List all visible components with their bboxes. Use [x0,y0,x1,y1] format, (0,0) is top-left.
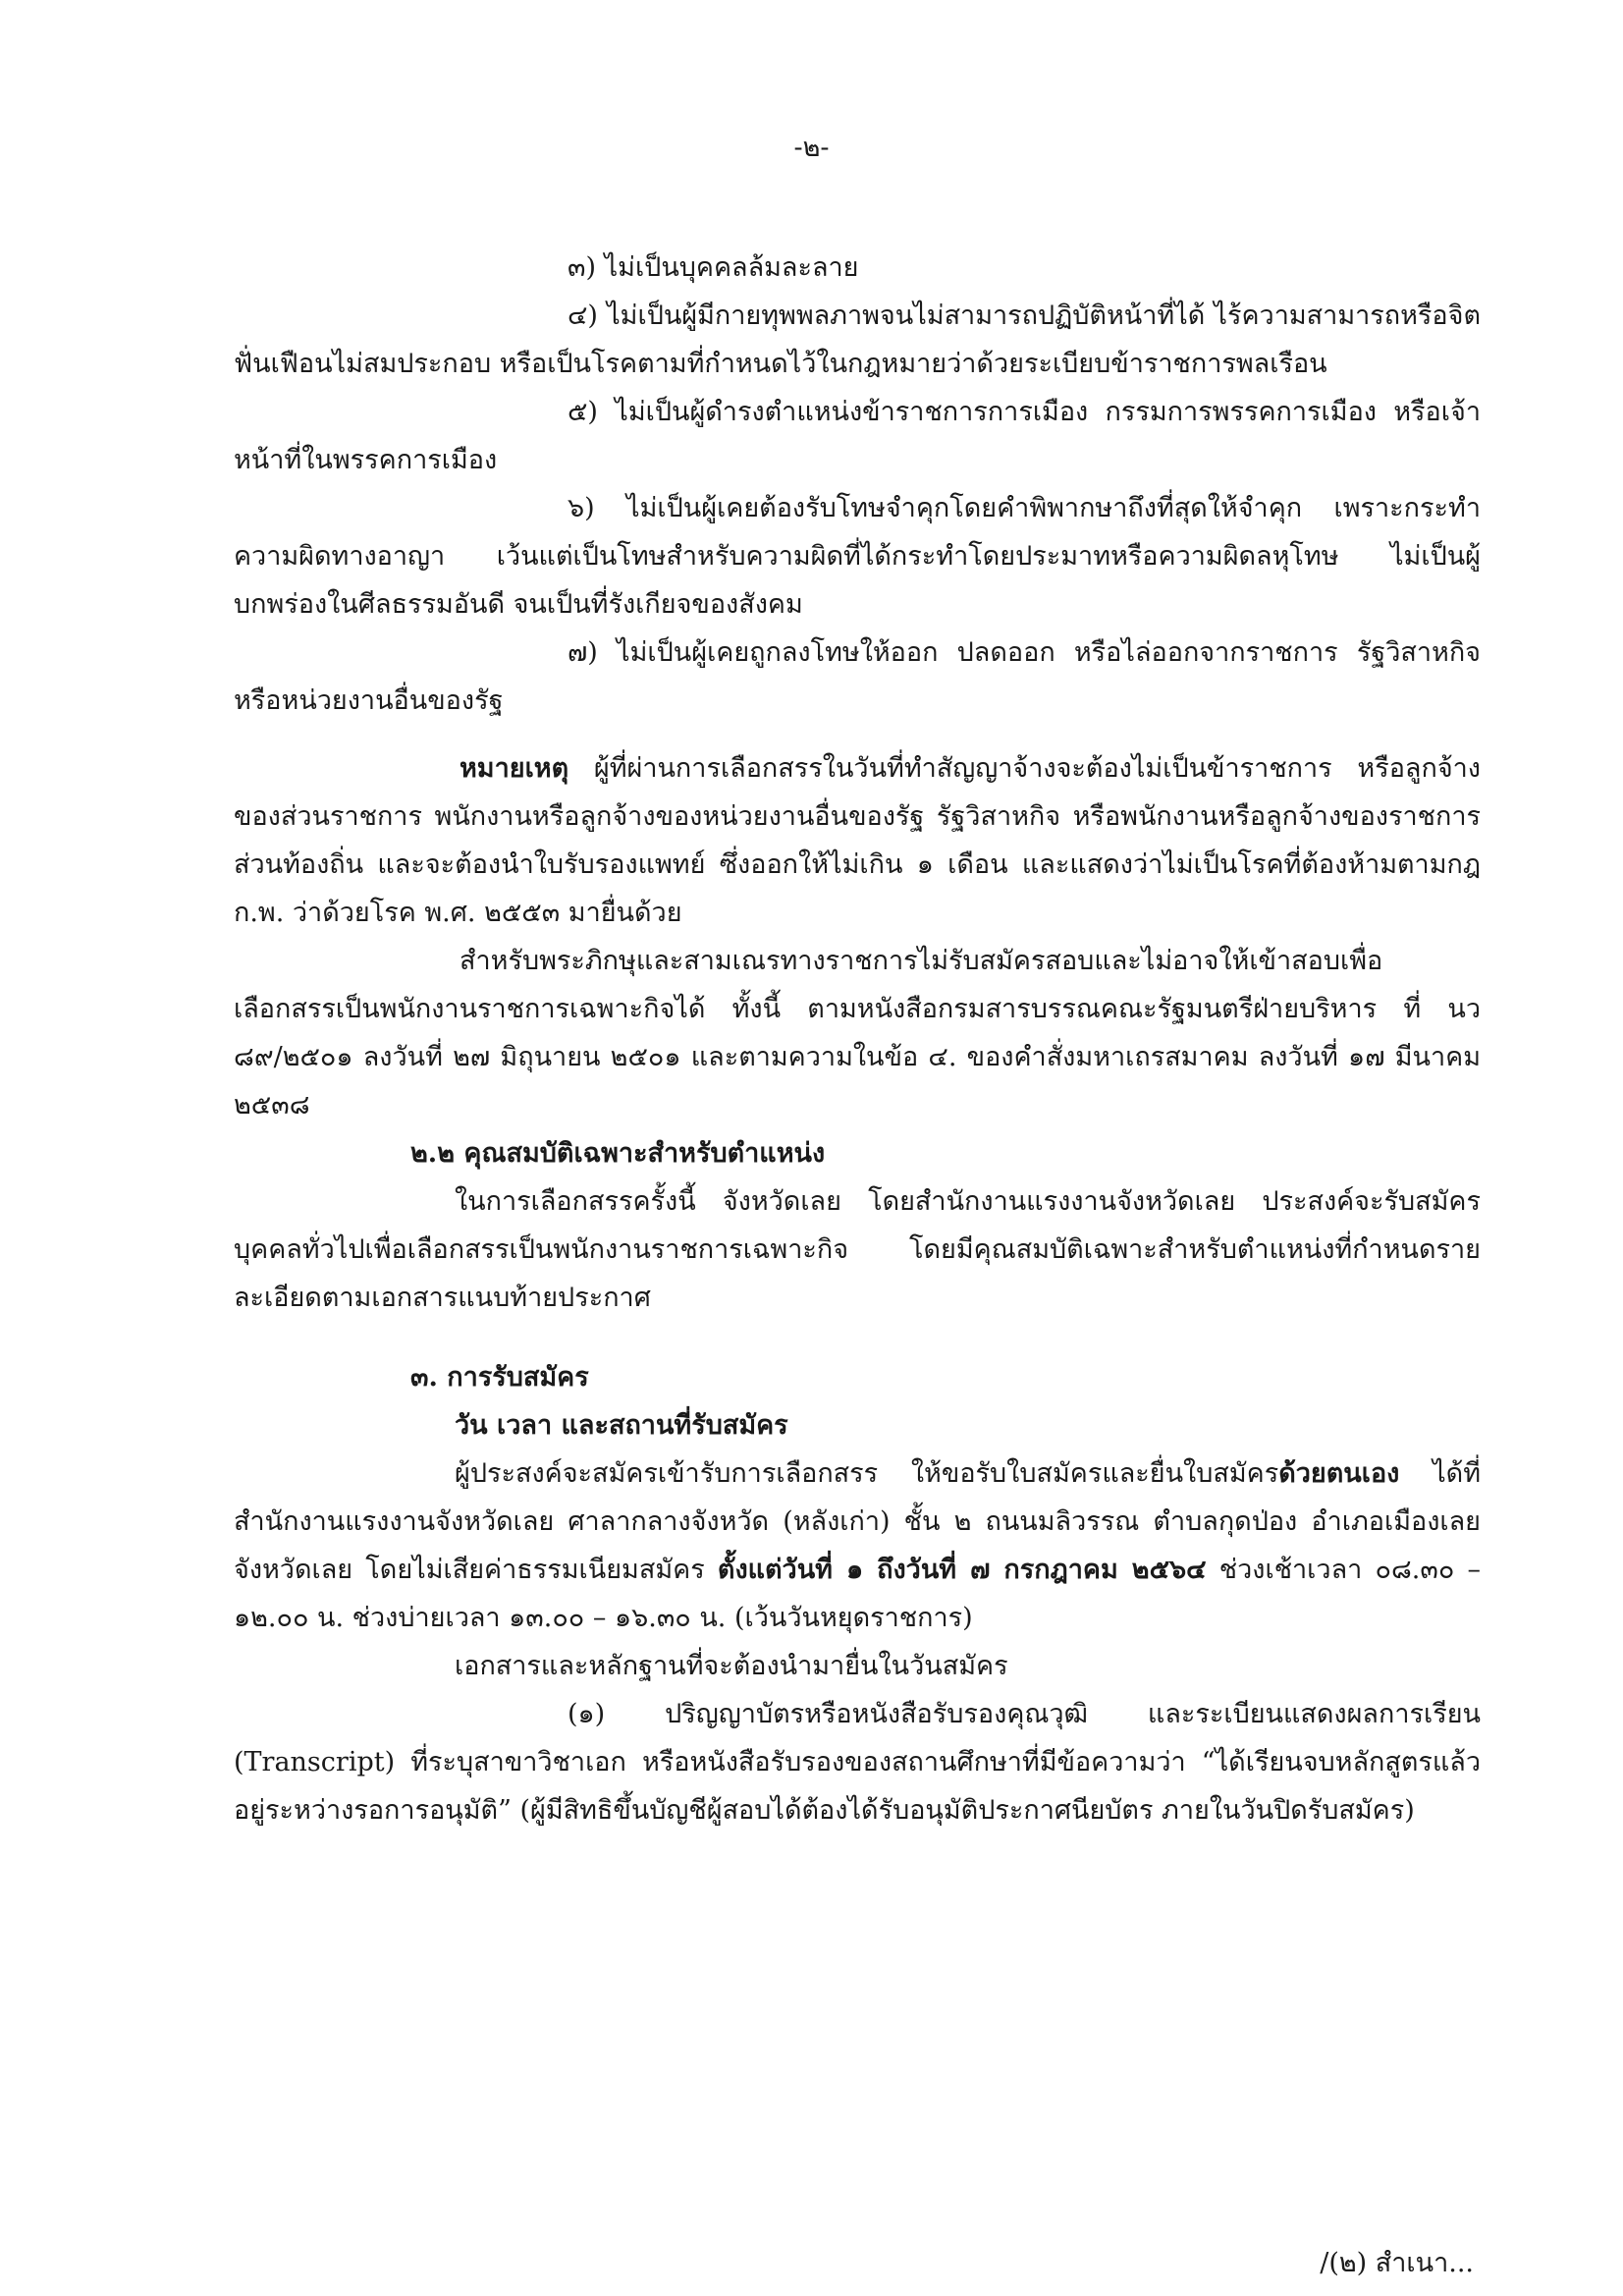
continuation-note: /(๒) สำเนา... [1320,2248,1474,2278]
qualification-item-6: ๖) ไม่เป็นผู้เคยต้องรับโทษจำคุกโดยคำพิพากษาถึงที่สุดให้จำคุก เพราะกระทำความผิดทางอาญา เว้นแต่เป็นโทษสำหรับความผิดที่ได้กระทำโดยประมาทหรือความผิดลหุโทษ ไม่เป็นผู้บกพร่องในศีลธรรมอันดี จนเป็นที่รังเกียจของสังคม [234,493,1481,620]
monks-paragraph: สำหรับพระภิกษุและสามเณรทางราชการไม่รับสมัครสอบและไม่อาจให้เข้าสอบเพื่อเลือกสรรเป็นพนักงานราชการเฉพาะกิจได้ ทั้งนี้ ตามหนังสือกรมสารบรรณคณะรัฐมนตรีฝ่ายบริหาร ที่ นว ๘๙/๒๕๐๑ ลงวันที่ ๒๗ มิถุนายน ๒๕๐๑ และตามความในข้อ ๔. ของคำสั่งมหาเถรสมาคม ลงวันที่ ๑๗ มีนาคม ๒๕๓๘ [234,946,1481,1121]
document-item-1: (๑) ปริญญาบัตรหรือหนังสือรับรองคุณวุฒิ และระเบียนแสดงผลการเรียน (Transcript) ที่ระบุสาขาวิชาเอก หรือหนังสือรับรองของสถานศึกษาที่มีข้อความว่า “ได้เรียนจบหลักสูตรแล้วอยู่ระหว่างรอการอนุมัติ” (ผู้มีสิทธิขึ้นบัญชีผู้สอบได้ต้องได้รับอนุมัติประกาศนียบัตร ภายในวันปิดรับสมัคร) [234,1699,1481,1826]
note-text: ผู้ที่ผ่านการเลือกสรรในวันที่ทำสัญญาจ้างจะต้องไม่เป็นข้าราชการ หรือลูกจ้างของส่วนราชการ พนักงานหรือลูกจ้างของหน่วยงานอื่นของรัฐ รัฐวิสาหกิจ หรือพนักงานหรือลูกจ้างของราชการส่วนท้องถิ่น และจะต้องนำใบรับรองแพทย์ ซึ่งออกให้ไม่เกิน ๑ เดือน และแสดงว่าไม่เป็นโรคที่ต้องห้ามตามกฎ ก.พ. ว่าด้วยโรค พ.ศ. ๒๕๕๓ มายื่นด้วย [234,753,1481,928]
page-number: -๒- [793,133,830,163]
qualification-item-4: ๔) ไม่เป็นผู้มีกายทุพพลภาพจนไม่สามารถปฏิบัติหน้าที่ได้ ไร้ความสามารถหรือจิตฟั่นเฟือนไม่สมประกอบ หรือเป็นโรคตามที่กำหนดไว้ในกฎหมายว่าด้วยระเบียบข้าราชการพลเรือน [234,301,1481,379]
section-2-2-heading: ๒.๒ คุณสมบัติเฉพาะสำหรับตำแหน่ง [410,1138,826,1169]
document-body [234,244,1481,1834]
note-paragraph [234,744,1481,937]
documents-heading: เอกสารและหลักฐานที่จะต้องนำมายื่นในวันสมัคร [455,1651,1008,1681]
qualification-item-5: ๕) ไม่เป็นผู้ดำรงตำแหน่งข้าราชการการเมือง กรรมการพรรคการเมือง หรือเจ้าหน้าที่ในพรรคการเมือง [234,397,1481,475]
in-person-emphasis: ด้วยตนเอง [1278,1458,1400,1489]
application-dates: ตั้งแต่วันที่ ๑ ถึงวันที่ ๗ กรกฎาคม ๒๕๖๔ [717,1555,1207,1585]
qualification-item-3: ๓) ไม่เป็นบุคคลล้มละลาย [568,252,859,283]
section-3-subheading: วัน เวลา และสถานที่รับสมัคร [455,1410,788,1441]
note-label: หมายเหตุ [460,753,569,784]
section-3-heading: ๓. การรับสมัคร [410,1362,589,1393]
section-2-2-text: ในการเลือกสรรครั้งนี้ จังหวัดเลย โดยสำนักงานแรงงานจังหวัดเลย ประสงค์จะรับสมัครบุคคลทั่วไปเพื่อเลือกสรรเป็นพนักงานราชการเฉพาะกิจ โดยมีคุณสมบัติเฉพาะสำหรับตำแหน่งที่กำหนดรายละเอียดตามเอกสารแนบท้ายประกาศ [234,1186,1481,1313]
application-paragraph: ผู้ประสงค์จะสมัครเข้ารับการเลือกสรร ให้ขอรับใบสมัครและยื่นใบสมัครด้วยตนเอง ได้ที่สำนักงานแรงงานจังหวัดเลย ศาลากลางจังหวัด (หลังเก่า) ชั้น ๒ ถนนมลิวรรณ ตำบลกุดป่อง อำเภอเมืองเลย จังหวัดเลย โดยไม่เสียค่าธรรมเนียมสมัคร ตั้งแต่วันที่ ๑ ถึงวันที่ ๗ กรกฎาคม ๒๕๖๔ ช่วงเช้าเวลา ๐๘.๓๐ – ๑๒.๐๐ น. ช่วงบ่ายเวลา ๑๓.๐๐ – ๑๖.๓๐ น. (เว้นวันหยุดราชการ) [234,1458,1481,1633]
qualification-item-7: ๗) ไม่เป็นผู้เคยถูกลงโทษให้ออก ปลดออก หรือไล่ออกจากราชการ รัฐวิสาหกิจ หรือหน่วยงานอื่นของรัฐ [234,637,1481,716]
